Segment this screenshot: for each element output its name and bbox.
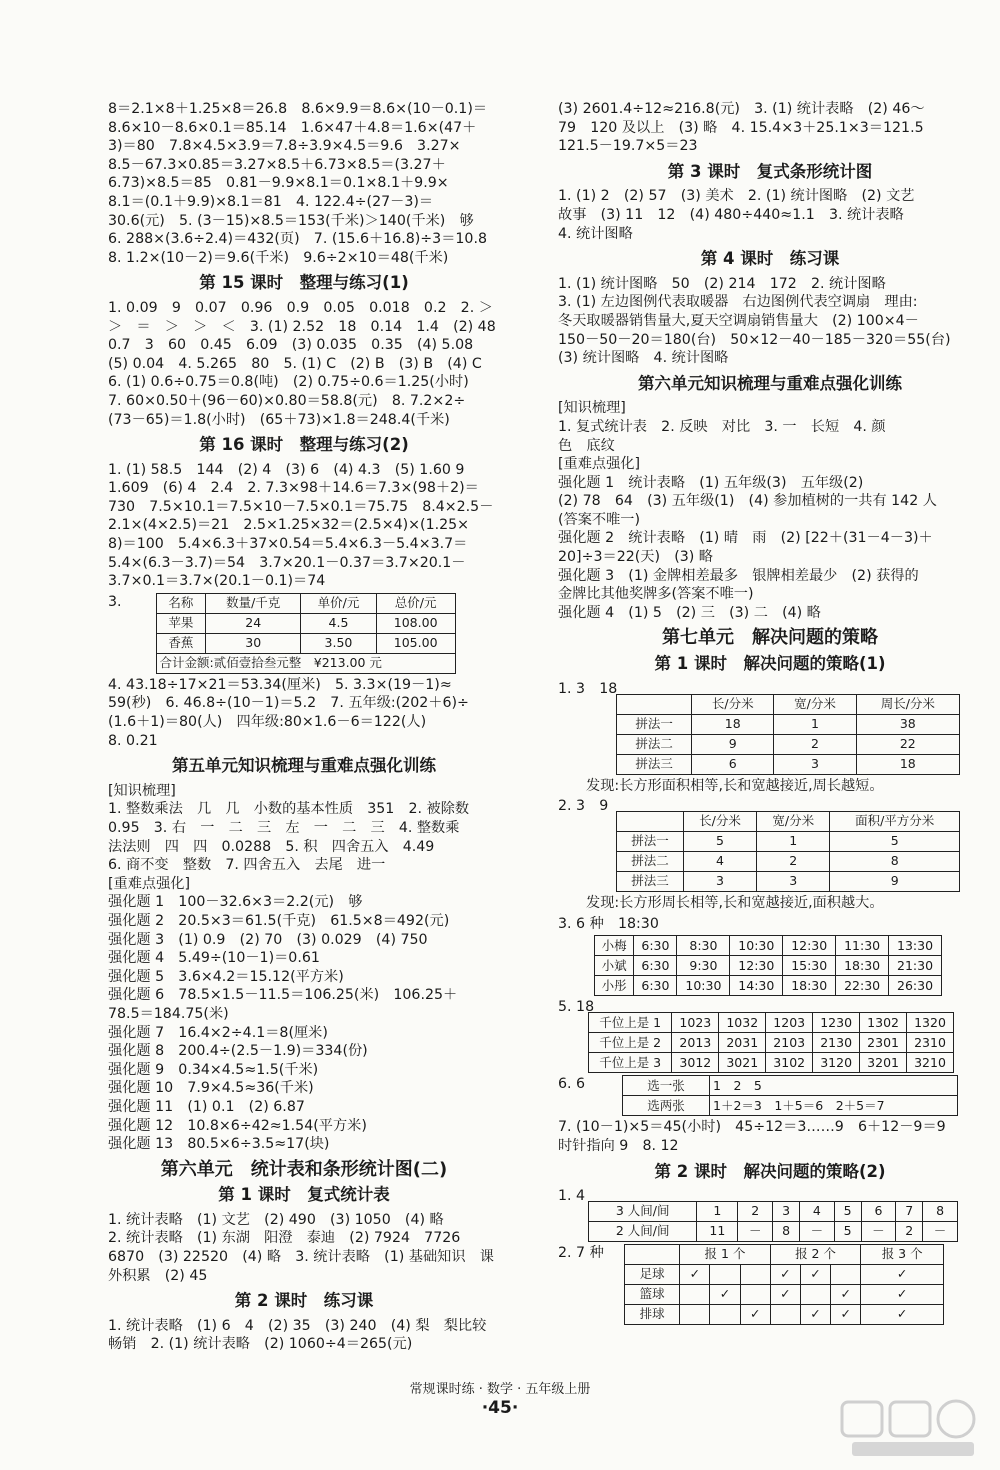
text-line: 强化题 1 统计表略 (1) 五年级(3) 五年级(2) bbox=[558, 474, 864, 491]
table-cell: 拼法一 bbox=[617, 832, 684, 852]
table-header: 名称 bbox=[156, 593, 206, 613]
table-cell: 足球 bbox=[625, 1265, 680, 1285]
text-line: 强化题 9 0.34×4.5≈1.5(千米) bbox=[108, 1061, 319, 1078]
text-line: 1.609 (6) 4 2.4 2. 7.3×98＋14.6＝7.3×(98＋2)＝ bbox=[108, 480, 479, 497]
text-line: 1. 统计表略 (1) 文艺 (2) 490 (3) 1050 (4) 略 bbox=[108, 1211, 444, 1228]
table-row bbox=[156, 653, 455, 673]
table-header: 单价/元 bbox=[301, 593, 377, 613]
table-cell: 2310 bbox=[907, 1033, 954, 1053]
question-number: 2. 7 种 bbox=[558, 1245, 604, 1262]
table-cell: 拼法三 bbox=[617, 754, 692, 774]
table-cell: 26:30 bbox=[889, 976, 942, 996]
table-cell: 3012 bbox=[672, 1053, 719, 1073]
text-line: 金牌比其他奖牌多(答案不唯一) bbox=[558, 586, 754, 603]
question-number: 1. 4 bbox=[558, 1188, 586, 1205]
section-heading: 第 1 课时 复式统计表 bbox=[218, 1185, 390, 1205]
table-cell bbox=[740, 1285, 770, 1305]
text-line: 6. 288×(3.6÷2.4)＝432(页) 7. (15.6＋16.8)÷3＝10.8 bbox=[108, 231, 487, 248]
fruit-price-table bbox=[156, 593, 456, 674]
table-cell: 6 bbox=[692, 754, 774, 774]
check-icon: ✓ bbox=[831, 1305, 861, 1325]
text-line: (73－65)＝1.8(小时) (65＋73)×1.8＝248.4(千米) bbox=[108, 411, 450, 428]
table-row bbox=[595, 956, 942, 976]
rooms-table bbox=[588, 1201, 958, 1242]
table-cell: 6:30 bbox=[634, 956, 677, 976]
digits-table-block bbox=[558, 998, 982, 1073]
table-cell: 拼法三 bbox=[617, 872, 684, 892]
table-total: 合计金额:贰佰壹拾叁元整 ¥213.00 元 bbox=[156, 653, 455, 673]
text-line: 2. 统计表略 (1) 东湖 阳澄 泰迪 (2) 7924 7726 bbox=[108, 1230, 461, 1247]
check-icon: ✓ bbox=[740, 1305, 770, 1325]
text-line: 730 7.5×10.1＝7.5×10－7.5×0.1＝75.75 8.4×2.5－ bbox=[108, 498, 494, 515]
table-cell: 2 bbox=[738, 1202, 773, 1222]
table-row bbox=[617, 852, 960, 872]
table-cell: 4 bbox=[683, 852, 756, 872]
text-line: 1. (1) 2 (2) 57 (3) 美术 2. (1) 统计图略 (2) 文艺 bbox=[558, 188, 915, 205]
cards-table bbox=[622, 1075, 958, 1116]
text-line: 强化题 5 3.6×4.2＝15.12(平方米) bbox=[108, 968, 344, 985]
text-line: 强化题 3 (1) 金牌相差最多 银牌相差最少 (2) 获得的 bbox=[558, 567, 919, 584]
unit-heading: 第六单元 统计表和条形统计图(二) bbox=[160, 1158, 448, 1180]
section-tag: [知识梳理] bbox=[108, 782, 176, 799]
table-cell bbox=[770, 1305, 800, 1325]
table-cell: 9:30 bbox=[677, 956, 730, 976]
sports-table bbox=[624, 1244, 944, 1325]
area-table bbox=[616, 811, 960, 892]
text-line: 畅销 2. (1) 统计表略 (2) 1060÷4＝265(元) bbox=[108, 1336, 413, 1353]
cards-table-block bbox=[558, 1075, 982, 1116]
table-cell: 1 bbox=[697, 1202, 738, 1222]
table-cell: 105.00 bbox=[376, 633, 455, 653]
section-heading: 第 16 课时 整理与练习(2) bbox=[199, 435, 409, 455]
text-line: 6.73)×8.5＝85 0.81－9.9×8.1＝0.1×8.1＋9.9× bbox=[108, 175, 449, 192]
table-cell: 千位上是 2 bbox=[589, 1033, 672, 1053]
text-line: 1. 统计表略 (1) 6 4 (2) 35 (3) 240 (4) 梨 梨比较 bbox=[108, 1317, 487, 1334]
table-cell: 3 bbox=[757, 872, 830, 892]
table-row bbox=[156, 633, 455, 653]
table-row bbox=[617, 832, 960, 852]
text-line: 强化题 4 (1) 5 (2) 三 (3) 二 (4) 略 bbox=[558, 604, 821, 621]
unit-heading: 第六单元知识梳理与重难点强化训练 bbox=[638, 373, 902, 393]
table-row bbox=[617, 754, 960, 774]
text-line: 4. 43.18÷17×21＝53.34(厘米) 5. 3.3×(19－1)≈ bbox=[108, 676, 452, 693]
text-line: 外积累 (2) 45 bbox=[108, 1267, 208, 1284]
text-line: 6. 商不变 整数 7. 四舍五入 去尾 进一 bbox=[108, 857, 386, 874]
section-tag: [重难点强化] bbox=[558, 456, 641, 473]
table-header: 报 3 个 bbox=[861, 1245, 944, 1265]
table-row bbox=[617, 872, 960, 892]
table-cell: 18:30 bbox=[783, 976, 836, 996]
table-cell: 千位上是 1 bbox=[589, 1013, 672, 1033]
table-cell: 9 bbox=[692, 734, 774, 754]
table-cell: 1 bbox=[757, 832, 830, 852]
table-row bbox=[156, 613, 455, 633]
text-line: 1. 复式统计表 2. 反映 对比 3. 一 长短 4. 颜 bbox=[558, 418, 886, 435]
table-cell: 18 bbox=[856, 754, 959, 774]
table-cell: 11 bbox=[697, 1222, 738, 1242]
table-cell: 3210 bbox=[907, 1053, 954, 1073]
table-cell: 篮球 bbox=[625, 1285, 680, 1305]
table-cell: 小梅 bbox=[595, 936, 634, 956]
text-line: 故事 (3) 11 12 (4) 480÷440≈1.1 3. 统计表略 bbox=[558, 206, 904, 223]
text-line: 3)＝80 7.8×4.5×3.9＝7.8÷3.9×4.5＝9.6 3.27× bbox=[108, 138, 461, 155]
table-cell: 2013 bbox=[672, 1033, 719, 1053]
text-line: 8. 0.21 bbox=[108, 732, 158, 749]
table-cell: 排球 bbox=[625, 1305, 680, 1325]
left-column bbox=[108, 100, 500, 1354]
table-cell: 21:30 bbox=[889, 956, 942, 976]
table-row bbox=[595, 936, 942, 956]
table-row bbox=[589, 1053, 954, 1073]
table-row bbox=[617, 734, 960, 754]
table-header: 长/分米 bbox=[683, 812, 756, 832]
text-line: 79 120 及以上 (3) 略 4. 15.4×3＋25.1×3＝121.5 bbox=[558, 119, 924, 136]
text-line: (1.6＋1)＝80(人) 四年级:80×1.6－6＝122(人) bbox=[108, 714, 427, 731]
check-icon: ✓ bbox=[861, 1265, 944, 1285]
table-row bbox=[589, 1222, 958, 1242]
text-line: 8.6×10－8.6×0.1＝85.14 1.6×47＋4.8＝1.6×(47＋ bbox=[108, 119, 477, 136]
check-icon: ✓ bbox=[800, 1265, 830, 1285]
table-cell: 108.00 bbox=[376, 613, 455, 633]
text-line: 3.7×0.1＝3.7×(20.1－0.1)＝74 bbox=[108, 573, 326, 590]
check-icon: ✓ bbox=[831, 1285, 861, 1305]
table-header: 报 2 个 bbox=[770, 1245, 861, 1265]
table-row bbox=[625, 1285, 944, 1305]
text-line: 8.5－67.3×0.85＝3.27×8.5＋6.73×8.5＝(3.27＋ bbox=[108, 156, 446, 173]
table-row bbox=[589, 1033, 954, 1053]
page-number: ·45· bbox=[481, 1398, 519, 1418]
text-line: 色 底纹 bbox=[558, 437, 615, 454]
table-cell: 30 bbox=[206, 633, 301, 653]
question-number: 2. 3 9 bbox=[558, 798, 609, 815]
table-cell: 9 bbox=[830, 872, 960, 892]
question-number: 1. 3 18 bbox=[558, 680, 618, 697]
table-cell: 3021 bbox=[719, 1053, 766, 1073]
table-cell: 13:30 bbox=[889, 936, 942, 956]
text-line: 6. (1) 0.6÷0.75＝0.8(吨) (2) 0.75÷0.6＝1.25(小时) bbox=[108, 374, 469, 391]
text-line: 0.95 3. 右 一 二 三 左 一 二 三 4. 整数乘 bbox=[108, 820, 460, 836]
perimeter-table bbox=[616, 694, 960, 775]
table-cell: 1＋2＝3 1＋5＝6 2＋5＝7 bbox=[710, 1096, 958, 1116]
table-cell: 千位上是 3 bbox=[589, 1053, 672, 1073]
check-icon: ✓ bbox=[770, 1285, 800, 1305]
table-cell bbox=[710, 1305, 740, 1325]
text-line: 法法则 四 四 0.0288 5. 积 四舍五入 4.49 bbox=[108, 838, 435, 855]
table-cell: 8:30 bbox=[677, 936, 730, 956]
table-cell: 18:30 bbox=[836, 956, 889, 976]
table-row bbox=[617, 714, 960, 734]
table-cell: 7 bbox=[896, 1202, 923, 1222]
table-cell: 10:30 bbox=[677, 976, 730, 996]
table-cell: 8 bbox=[923, 1202, 958, 1222]
text-line: 强化题 13 80.5×6÷3.5≈17(块) bbox=[108, 1136, 330, 1153]
table-cell: 6:30 bbox=[634, 976, 677, 996]
section-heading: 第 15 课时 整理与练习(1) bbox=[199, 273, 409, 293]
table-cell: 14:30 bbox=[730, 976, 783, 996]
schedule-table bbox=[594, 935, 942, 996]
table-cell: 12:30 bbox=[730, 956, 783, 976]
table-cell bbox=[680, 1305, 710, 1325]
table-cell: 38 bbox=[856, 714, 959, 734]
check-icon: ✓ bbox=[861, 1285, 944, 1305]
table-cell: 小彤 bbox=[595, 976, 634, 996]
check-icon: ✓ bbox=[800, 1305, 830, 1325]
table-cell: 拼法二 bbox=[617, 852, 684, 872]
table-cell: 3120 bbox=[813, 1053, 860, 1073]
text-line: 强化题 8 200.4÷(2.5－1.9)＝334(份) bbox=[108, 1043, 368, 1060]
table-row bbox=[623, 1076, 958, 1096]
table-cell: 2 bbox=[774, 734, 856, 754]
table-header: 宽/分米 bbox=[757, 812, 830, 832]
table-cell: 22 bbox=[856, 734, 959, 754]
table-cell: 选一张 bbox=[623, 1076, 710, 1096]
table-cell bbox=[831, 1265, 861, 1285]
text-line: 发现:长方形面积相等,长和宽越接近,周长越短。 bbox=[586, 777, 884, 794]
section-heading: 第 1 课时 解决问题的策略(1) bbox=[654, 654, 886, 674]
table-cell: － bbox=[923, 1222, 958, 1242]
table-cell: 18 bbox=[692, 714, 774, 734]
table-cell bbox=[680, 1285, 710, 1305]
text-line: 强化题 10 7.9×4.5≈36(千米) bbox=[108, 1080, 314, 1097]
table-cell: 3 bbox=[773, 1202, 800, 1222]
table-cell bbox=[800, 1285, 830, 1305]
table-cell: 22:30 bbox=[836, 976, 889, 996]
table-cell: 3 人间/间 bbox=[589, 1202, 697, 1222]
text-line: 强化题 2 20.5×3＝61.5(千克) 61.5×8＝492(元) bbox=[108, 912, 450, 929]
check-icon: ✓ bbox=[710, 1285, 740, 1305]
sports-table-block bbox=[558, 1244, 982, 1325]
section-heading: 第 4 课时 练习课 bbox=[700, 249, 840, 269]
text-line: 0.7 3 60 0.45 6.09 (3) 0.035 0.35 (4) 5.08 bbox=[108, 337, 474, 354]
table-cell: 3 bbox=[774, 754, 856, 774]
text-line: 强化题 12 10.8×6÷42≈1.54(平方米) bbox=[108, 1117, 367, 1134]
text-line: 6870 (3) 22520 (4) 略 3. 统计表略 (1) 基础知识 课 bbox=[108, 1249, 494, 1266]
table-cell: 6:30 bbox=[634, 936, 677, 956]
table-row bbox=[589, 1013, 954, 1033]
rooms-table-block bbox=[558, 1187, 982, 1242]
table-row bbox=[625, 1305, 944, 1325]
text-line: 强化题 1 100－32.6×3＝2.2(元) 够 bbox=[108, 894, 363, 911]
check-icon: ✓ bbox=[680, 1265, 710, 1285]
table-cell: 4 bbox=[799, 1202, 834, 1222]
table-cell: 2301 bbox=[860, 1033, 907, 1053]
table-cell: 8 bbox=[773, 1222, 800, 1242]
table-cell: 2 bbox=[896, 1222, 923, 1242]
table-cell: 1032 bbox=[719, 1013, 766, 1033]
text-line: 4. 统计图略 bbox=[558, 225, 633, 242]
table-cell: 拼法一 bbox=[617, 714, 692, 734]
section-tag: [重难点强化] bbox=[108, 875, 191, 892]
table-header: 长/分米 bbox=[692, 694, 774, 714]
text-line: 强化题 2 统计表略 (1) 晴 雨 (2) [22＋(31－4－3)＋ bbox=[558, 530, 933, 547]
table-header bbox=[625, 1245, 680, 1265]
table-row bbox=[625, 1265, 944, 1285]
table-cell: 12:30 bbox=[783, 936, 836, 956]
table-cell bbox=[710, 1265, 740, 1285]
section-heading: 第 3 课时 复式条形统计图 bbox=[667, 161, 873, 181]
table-header: 总价/元 bbox=[376, 593, 455, 613]
text-line: 1. (1) 统计图略 50 (2) 214 172 2. 统计图略 bbox=[558, 275, 886, 292]
text-line: (3) 统计图略 4. 统计图略 bbox=[558, 350, 729, 367]
table-cell: 11:30 bbox=[836, 936, 889, 956]
table-row bbox=[623, 1096, 958, 1116]
area-table-block bbox=[558, 797, 982, 892]
table-cell: 3102 bbox=[766, 1053, 813, 1073]
fruit-table-block bbox=[108, 593, 500, 674]
text-line: 150－50－20＝180(台) 50×12－40－185－320＝55(台) bbox=[558, 331, 951, 348]
text-line: 121.5－19.7×5＝23 bbox=[558, 138, 698, 155]
top-answers bbox=[108, 100, 500, 267]
table-header: 面积/平方分米 bbox=[830, 812, 960, 832]
text-line: (3) 2601.4÷12≈216.8(元) 3. (1) 统计表略 (2) 46～ bbox=[558, 101, 925, 117]
check-icon: ✓ bbox=[861, 1305, 944, 1325]
table-cell: 10:30 bbox=[730, 936, 783, 956]
table-header: 宽/分米 bbox=[774, 694, 856, 714]
text-line: 30.6(元) 5. (3－15)×8.5＝153(千米)＞140(千米) 够 bbox=[108, 212, 474, 229]
schedule-table-block bbox=[558, 915, 982, 934]
text-line: 1. (1) 58.5 144 (2) 4 (3) 6 (4) 4.3 (5) 1.60 9 bbox=[108, 461, 465, 478]
text-line: 7. 60×0.50＋(96－60)×0.80＝58.8(元) 8. 7.2×2÷ bbox=[108, 392, 466, 409]
text-line: 8＝2.1×8＋1.25×8＝26.8 8.6×9.9＝8.6×(10－0.1)＝ bbox=[108, 101, 488, 117]
text-line: 8.1＝(0.1＋9.9)×8.1＝81 4. 122.4÷(27－3)＝ bbox=[108, 193, 434, 210]
table-row bbox=[595, 976, 942, 996]
question-number: 6. 6 bbox=[558, 1076, 586, 1093]
text-line: 发现:长方形周长相等,长和宽越接近,面积越大。 bbox=[586, 895, 884, 912]
text-line: 1. 整数乘法 几 几 小数的基本性质 351 2. 被除数 bbox=[108, 801, 470, 818]
text-line: 冬天取暖器销售量大,夏天空调扇销售量大 (2) 100×4－ bbox=[558, 312, 919, 329]
question-number: 3. bbox=[108, 593, 122, 610]
text-line: 7. (10－1)×5＝45(小时) 45÷12＝3……9 6＋12－9＝9 bbox=[558, 1119, 946, 1136]
table-cell: － bbox=[799, 1222, 834, 1242]
table-header bbox=[617, 694, 692, 714]
unit-heading: 第七单元 解决问题的策略 bbox=[662, 627, 878, 649]
table-cell: － bbox=[738, 1222, 773, 1242]
text-line: ＞ ＝ ＞ ＞ ＜ 3. (1) 2.52 18 0.14 1.4 (2) 48 bbox=[108, 318, 496, 335]
text-line: 强化题 6 78.5×1.5－11.5＝106.25(米) 106.25＋ bbox=[108, 987, 458, 1004]
text-line: (答案不唯一) bbox=[558, 511, 641, 528]
section-heading: 第 2 课时 练习课 bbox=[234, 1291, 374, 1311]
table-cell: 1230 bbox=[813, 1013, 860, 1033]
table-cell: 香蕉 bbox=[156, 633, 206, 653]
table-cell: 1 2 5 bbox=[710, 1076, 958, 1096]
table-cell: 2130 bbox=[813, 1033, 860, 1053]
table-cell: 2031 bbox=[719, 1033, 766, 1053]
table-cell: 3201 bbox=[860, 1053, 907, 1073]
text-line: (2) 78 64 (3) 五年级(1) (4) 参加植树的一共有 142 人 bbox=[558, 493, 937, 510]
question-number: 5. 18 bbox=[558, 999, 595, 1016]
text-line: 78.5＝184.75(米) bbox=[108, 1005, 229, 1022]
table-header bbox=[617, 812, 684, 832]
table-cell: 3 bbox=[683, 872, 756, 892]
text-line: 强化题 7 16.4×2÷4.1＝8(厘米) bbox=[108, 1024, 328, 1041]
table-cell: 小斌 bbox=[595, 956, 634, 976]
text-line: 59(秒) 6. 46.8÷(10－1)＝5.2 7. 五年级:(202＋6)÷ bbox=[108, 695, 469, 712]
table-cell: 6 bbox=[861, 1202, 896, 1222]
text-line: 8)＝100 5.4×6.3＋37×0.54＝5.4×6.3－5.4×3.7＝ bbox=[108, 536, 468, 553]
table-cell: 2 人间/间 bbox=[589, 1222, 697, 1242]
table-cell: 8 bbox=[830, 852, 960, 872]
perimeter-table-block bbox=[558, 680, 982, 775]
table-cell: 1023 bbox=[672, 1013, 719, 1033]
text-line: 强化题 3 (1) 0.9 (2) 70 (3) 0.029 (4) 750 bbox=[108, 931, 428, 948]
page-footer: 常规课时练 · 数学 · 五年级上册 bbox=[409, 1382, 591, 1397]
table-cell: 5 bbox=[834, 1222, 861, 1242]
table-cell: 苹果 bbox=[156, 613, 206, 633]
text-line: 2.1×(4×2.5)＝21 2.5×1.25×32＝(2.5×4)×(1.25× bbox=[108, 517, 470, 534]
table-cell: 1320 bbox=[907, 1013, 954, 1033]
table-cell: 2 bbox=[757, 852, 830, 872]
watermark-logo-icon bbox=[838, 1396, 988, 1462]
table-row bbox=[589, 1202, 958, 1222]
text-line: 强化题 4 5.49÷(10－1)＝0.61 bbox=[108, 950, 320, 967]
table-cell: 24 bbox=[206, 613, 301, 633]
table-cell: 5 bbox=[830, 832, 960, 852]
right-column bbox=[558, 100, 982, 1327]
table-cell: 2103 bbox=[766, 1033, 813, 1053]
section-heading: 第 2 课时 解决问题的策略(2) bbox=[654, 1161, 886, 1181]
table-header: 数量/千克 bbox=[206, 593, 301, 613]
table-cell: 4.5 bbox=[301, 613, 377, 633]
table-cell: 1302 bbox=[860, 1013, 907, 1033]
text-line: 强化题 11 (1) 0.1 (2) 6.87 bbox=[108, 1098, 305, 1115]
table-cell: 1203 bbox=[766, 1013, 813, 1033]
table-cell: 选两张 bbox=[623, 1096, 710, 1116]
table-cell: 15:30 bbox=[783, 956, 836, 976]
text-line: 1. 0.09 9 0.07 0.96 0.9 0.05 0.018 0.2 2. ＞ bbox=[108, 299, 493, 316]
text-line: 20]÷3＝22(天) (3) 略 bbox=[558, 549, 713, 566]
text-line: 时针指向 9 8. 12 bbox=[558, 1138, 679, 1154]
table-cell bbox=[740, 1265, 770, 1285]
unit-heading: 第五单元知识梳理与重难点强化训练 bbox=[172, 756, 436, 776]
digits-table bbox=[588, 1012, 954, 1073]
table-cell: 拼法二 bbox=[617, 734, 692, 754]
table-cell: 3.50 bbox=[301, 633, 377, 653]
text-line: (5) 0.04 4. 5.265 80 5. (1) C (2) B (3) B (4) C bbox=[108, 355, 482, 372]
check-icon: ✓ bbox=[770, 1265, 800, 1285]
table-header: 周长/分米 bbox=[856, 694, 959, 714]
table-cell: 5 bbox=[683, 832, 756, 852]
table-cell: － bbox=[861, 1222, 896, 1242]
text-line: 3. (1) 左边图例代表取暖器 右边图例代表空调扇 理由: bbox=[558, 294, 918, 311]
table-cell: 1 bbox=[774, 714, 856, 734]
section-tag: [知识梳理] bbox=[558, 400, 626, 417]
table-header: 报 1 个 bbox=[680, 1245, 771, 1265]
question-number: 3. 6 种 18:30 bbox=[558, 915, 659, 932]
text-line: 5.4×(6.3－3.7)＝54 3.7×20.1－0.37＝3.7×20.1－ bbox=[108, 554, 466, 571]
text-line: 8. 1.2×(10－2)＝9.6(千米) 9.6÷2×10＝48(千米) bbox=[108, 249, 449, 266]
table-cell: 5 bbox=[834, 1202, 861, 1222]
